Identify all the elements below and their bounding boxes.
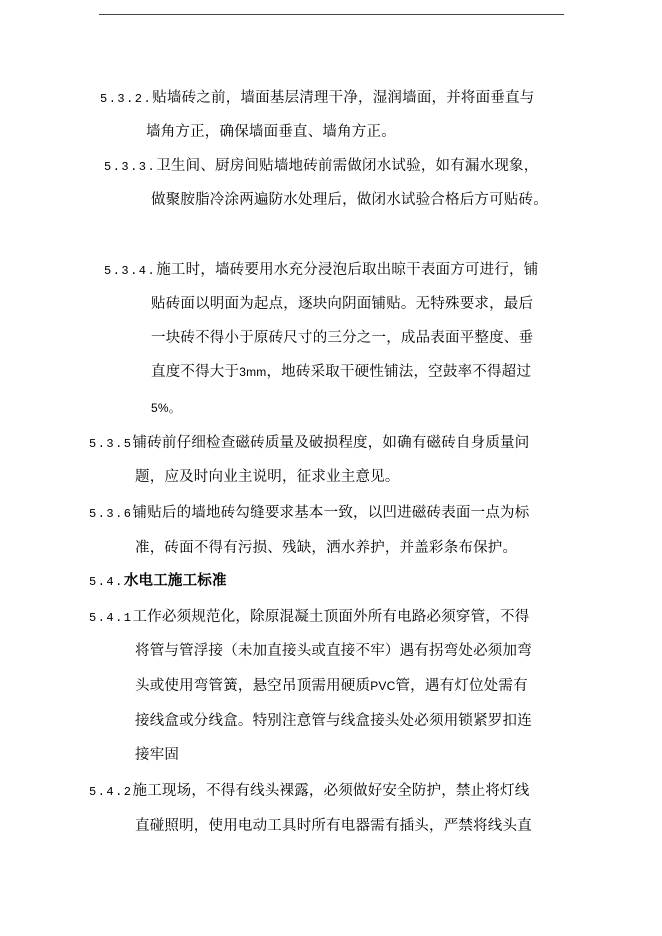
clause-5-3-2-line-1 (100, 88, 534, 109)
clause-5-3-4-line-5 (151, 398, 181, 418)
clause-text: 题，应及时向业主说明，征求业主意见。 (135, 469, 400, 485)
clause-text: 墙角方正，确保墙面垂直、墙角方正。 (146, 124, 396, 140)
clause-5-3-3-line-1 (104, 156, 538, 177)
section-title: 水电工施工标准 (123, 573, 227, 589)
clause-text: 将管与管浮接（未加直接头或直接不牢）遇有拐弯处必须加弯 (135, 643, 532, 659)
header-rule (99, 14, 564, 15)
pvc-label: PVC (370, 679, 396, 693)
clause-text: 铺砖前仔细检查磁砖质量及破损程度，如确有磁砖自身质量问 (132, 435, 530, 451)
section-heading-5-4 (89, 571, 227, 592)
clause-text: 一块砖不得小于原砖尺寸的三分之一，成品表面平整度、垂 (151, 330, 534, 346)
clause-5-4-1-line-3 (135, 676, 528, 696)
clause-5-3-3-line-2 (151, 190, 548, 210)
clause-text: 管，遇有灯位处需有 (395, 678, 528, 694)
clause-5-4-1-line-5 (135, 745, 179, 765)
clause-text: 直度不得大于 (151, 364, 240, 380)
clause-number: 5.3.5 (89, 437, 133, 451)
clause-text: 卫生间、厨房间贴墙地砖前需做闭水试验，如有漏水现象， (156, 158, 539, 174)
clause-number: 5.4.2 (89, 785, 133, 799)
clause-text: 准，砖面不得有污损、残缺，洒水养护，并盖彩条布保护。 (135, 540, 518, 556)
clause-text: 接牢固 (135, 747, 180, 763)
clause-text: 工作必须规范化，除原混凝土顶面外所有电路必须穿管，不得 (132, 609, 530, 625)
clause-5-3-5-line-1 (89, 433, 529, 454)
clause-5-4-2-line-2 (135, 816, 532, 836)
clause-5-4-1-line-4 (135, 711, 532, 731)
clause-5-3-6-line-1 (89, 503, 529, 524)
clause-5-3-4-line-4 (151, 362, 531, 382)
clause-text: 做聚胺脂冷涂两遍防水处理后，做闭水试验合格后方可贴砖。 (151, 192, 548, 208)
clause-5-4-1-line-1 (89, 607, 529, 628)
clause-text: 施工现场，不得有线头裸露，必须做好安全防护，禁止将灯线 (132, 783, 530, 799)
clause-text: ，地砖采取干硬性铺法，空鼓率不得超过 (266, 364, 532, 380)
clause-text: 5%。 (151, 401, 181, 415)
clause-text: 头或使用弯管簧，悬空吊顶需用硬质 (135, 678, 371, 694)
clause-5-3-4-line-2 (151, 294, 533, 314)
clause-5-3-4-line-1 (104, 260, 538, 281)
clause-text: 施工时，墙砖要用水充分浸泡后取出晾干表面方可进行，铺 (156, 262, 539, 278)
clause-5-4-2-line-1 (89, 781, 529, 802)
clause-text: 铺贴后的墙地砖勾缝要求基本一致，以凹进磁砖表面一点为标 (132, 505, 530, 521)
clause-number: 5.3.2. (100, 92, 153, 106)
clause-number: 5.3.4. (104, 264, 157, 278)
clause-number: 5.3.3. (104, 160, 157, 174)
clause-number: 5.4.1 (89, 611, 133, 625)
clause-text: 贴墙砖之前，墙面基层清理干净，湿润墙面，并将面垂直与 (152, 90, 535, 106)
clause-5-3-5-line-2 (135, 467, 400, 487)
unit-value: 3mm (239, 365, 267, 379)
clause-5-3-4-line-3 (151, 328, 533, 348)
clause-5-4-1-line-2 (135, 641, 532, 661)
clause-text: 直碰照明，使用电动工具时所有电器需有插头，严禁将线头直 (135, 818, 532, 834)
clause-number: 5.3.6 (89, 507, 133, 521)
clause-text: 接线盒或分线盒。特别注意管与线盒接头处必须用锁紧罗扣连 (135, 713, 532, 729)
clause-5-3-6-line-2 (135, 538, 517, 558)
section-number: 5.4. (89, 575, 124, 589)
clause-5-3-2-line-2 (146, 122, 396, 142)
clause-text: 贴砖面以明面为起点，逐块向阴面铺贴。无特殊要求，最后 (151, 296, 534, 312)
